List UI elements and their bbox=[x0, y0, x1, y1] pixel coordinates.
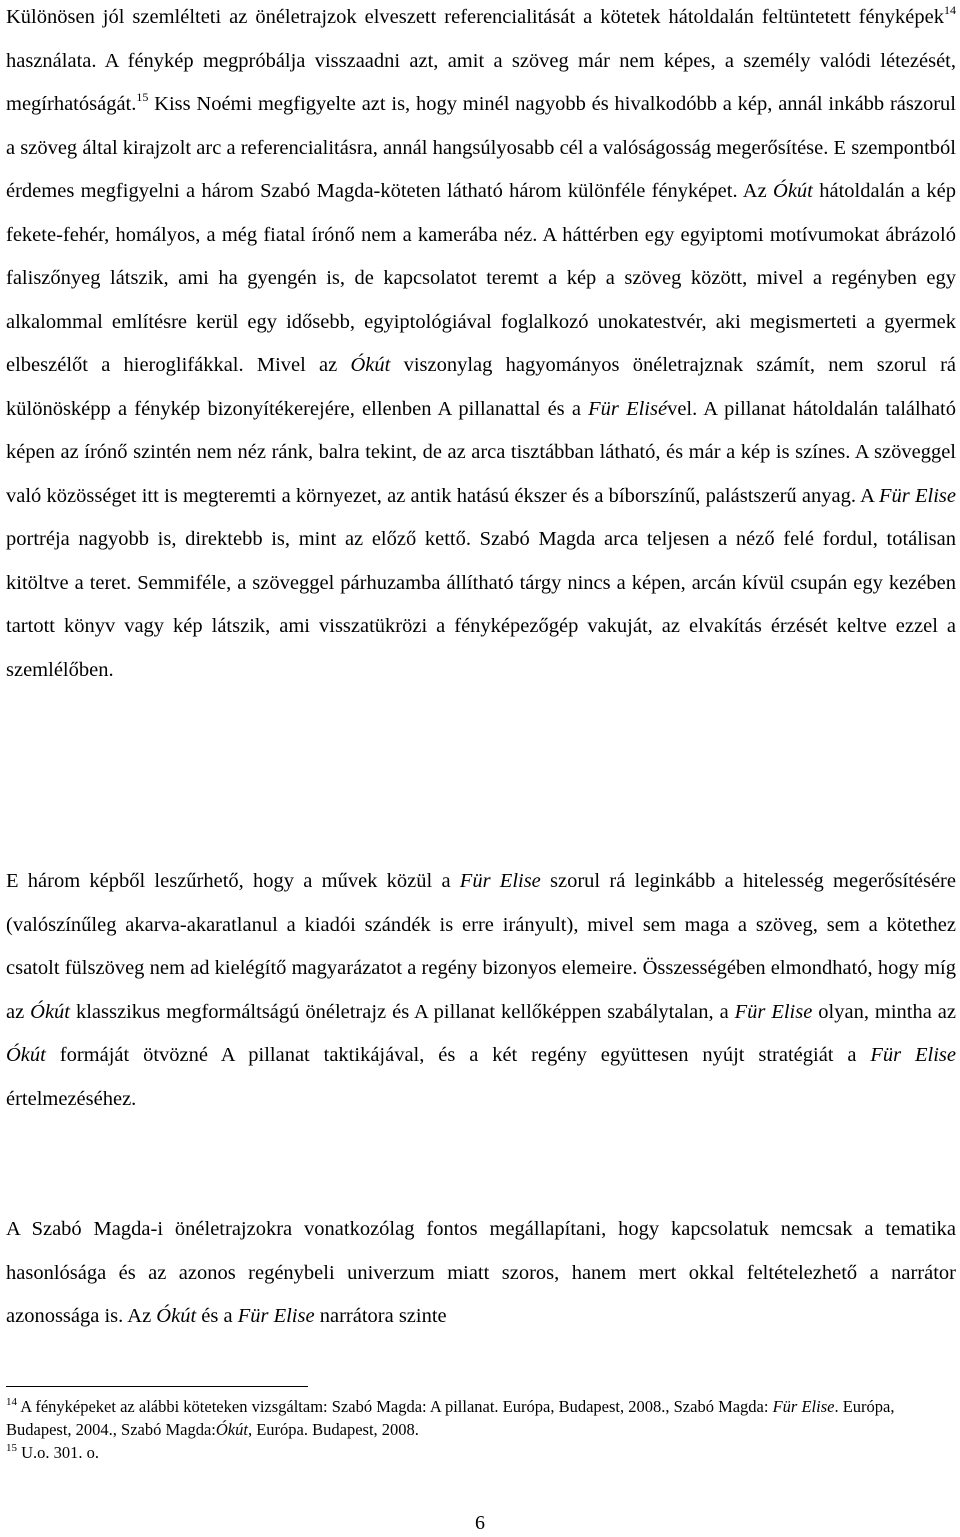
italic-title-text: Ókút bbox=[156, 1305, 197, 1327]
italic-title-text: Für Elise bbox=[237, 1305, 315, 1327]
page-number: 6 bbox=[475, 1512, 485, 1534]
body-paragraph-1 bbox=[6, 0, 956, 692]
paragraph-text: Kiss Noémi megfigyelte azt is, hogy minél nagyobb és hivalkodóbb a kép, annál inkább rászorul a szöveg által kirajzolt arc a referencialitásra, annál hangsúlyosabb cél a valóságosság megerősítése. E szempontból érdemes megfigyelni a három Szabó Magda-köteten látható három különféle fényképet. Az bbox=[6, 93, 956, 202]
footnote-number: 14 bbox=[6, 1396, 17, 1408]
paragraph-text: A Szabó Magda-i önéletrajzokra vonatkozólag fontos megállapítani, hogy kapcsolatuk nemcsak a tematika hasonlósága és az azonos regénybeli univerzum miatt szoros, hanem mert okkal feltételezhető a narrátor azonossága is. Az bbox=[6, 1218, 956, 1327]
body-paragraph-2 bbox=[6, 860, 956, 1121]
footnote-ref-superscript: 14 bbox=[944, 3, 956, 17]
italic-title-text: Ókút bbox=[215, 1420, 248, 1439]
paragraph-text: szorul rá leginkább a hitelesség megerősítésére (valószínűleg akarva-akaratlanul a kiadói szándék is erre irányult), mivel sem maga a szöveg, sem a kötethez csatolt fülszöveg nem ad kielégítő magyarázatot a regény bizonyos elemeire. Összességében elmondható, hogy míg az bbox=[6, 870, 956, 1023]
footnote-text: . Európa, Budapest, 2004., Szabó Magda: bbox=[6, 1397, 895, 1439]
italic-title-text: Ókút bbox=[350, 354, 391, 376]
paragraph-text: értelmezéséhez. bbox=[6, 1087, 137, 1110]
paragraph-text: olyan, mintha az bbox=[812, 1000, 956, 1023]
paragraph-text: narrátora szinte bbox=[314, 1305, 447, 1327]
italic-title-text: Für Elisé bbox=[588, 397, 668, 420]
paragraph-text: hátoldalán a kép fekete-fehér, homályos, a még fiatal írónő nem a kamerába néz. A háttérben egy egyiptomi motívumokat ábrázoló faliszőnyeg látszik, ami ha gyengén is, de kapcsolatot teremt a kép a szöveg között, mivel a regényben egy alkalommal említésre kerül egy idősebb, egyiptológiával foglalkozó unokatestvér, aki megismerteti a gyermek elbeszélőt a hieroglifákkal. Mivel az bbox=[6, 180, 956, 376]
paragraph-text: klasszikus megformáltságú önéletrajz és A pillanat kellőképpen szabálytalan, a bbox=[70, 1000, 735, 1023]
paragraph-text: és a bbox=[196, 1305, 238, 1327]
italic-title-text: Ókút bbox=[30, 1000, 71, 1023]
footnote-text: U.o. 301. o. bbox=[17, 1443, 100, 1462]
footnote-ref-superscript: 15 bbox=[136, 90, 149, 104]
footnote-15 bbox=[6, 1441, 946, 1464]
paragraph-text: E három képből leszűrhető, hogy a művek közül a bbox=[6, 870, 460, 892]
footnote-14 bbox=[6, 1395, 946, 1441]
italic-title-text: Für Elise bbox=[870, 1044, 956, 1066]
italic-title-text: Für Elise bbox=[459, 870, 541, 892]
footnotes-section bbox=[6, 1395, 946, 1464]
italic-title-text: Für Elise bbox=[772, 1397, 835, 1416]
italic-title-text: Ókút bbox=[773, 180, 813, 202]
footnote-text: , Európa. Budapest, 2008. bbox=[247, 1420, 419, 1439]
paragraph-text: viszonylag hagyományos önéletrajznak számít, nem szorul rá különösképp a fénykép bizonyítékerejére, ellenben A pillanattal és a bbox=[6, 354, 956, 420]
italic-title-text: Für Elise bbox=[734, 1000, 813, 1023]
footnote-number: 15 bbox=[6, 1442, 17, 1454]
paragraph-text: használata. A fénykép megpróbálja visszaadni azt, amit a szöveg már nem képes, a személy valódi létezését, megírhatóságát. bbox=[6, 49, 956, 115]
paragraph-text: formáját ötvözné A pillanat taktikájával, és a két regény együttesen nyújt stratégiát a bbox=[45, 1044, 871, 1066]
footnote-text: A fényképeket az alábbi köteteken vizsgáltam: Szabó Magda: A pillanat. Európa, Budapest, 2008., Szabó Magda: bbox=[17, 1397, 773, 1416]
italic-title-text: Für Elise bbox=[879, 484, 956, 507]
paragraph-text: vel. A pillanat hátoldalán található képen az írónő szintén nem néz ránk, balra tekint, de az arca tisztábban látható, és már a kép is színes. A szöveggel való közösséget itt is megteremti a környezet, az antik hatású ékszer és a bíborszínű, palástszerű anyag. A bbox=[6, 397, 956, 507]
paragraph-text: portréja nagyobb is, direktebb is, mint az előző kettő. Szabó Magda arca teljesen a néző felé fordul, totálisan kitöltve a teret. Semmiféle, a szöveggel párhuzamba állítható tárgy nincs a képen, arcán kívül csupán egy kezében tartott könyv vagy kép látszik, ami visszatükrözi a fényképezőgép vakuját, az elvakítás érzését keltve ezzel a szemlélőben. bbox=[6, 528, 956, 681]
italic-title-text: Ókút bbox=[6, 1044, 46, 1066]
body-paragraph-3 bbox=[6, 1208, 956, 1339]
paragraph-text: Különösen jól szemlélteti az önéletrajzok elveszett referencialitását a kötetek hátoldalán feltüntetett fényképek bbox=[6, 6, 944, 28]
footnote-separator bbox=[6, 1386, 308, 1387]
